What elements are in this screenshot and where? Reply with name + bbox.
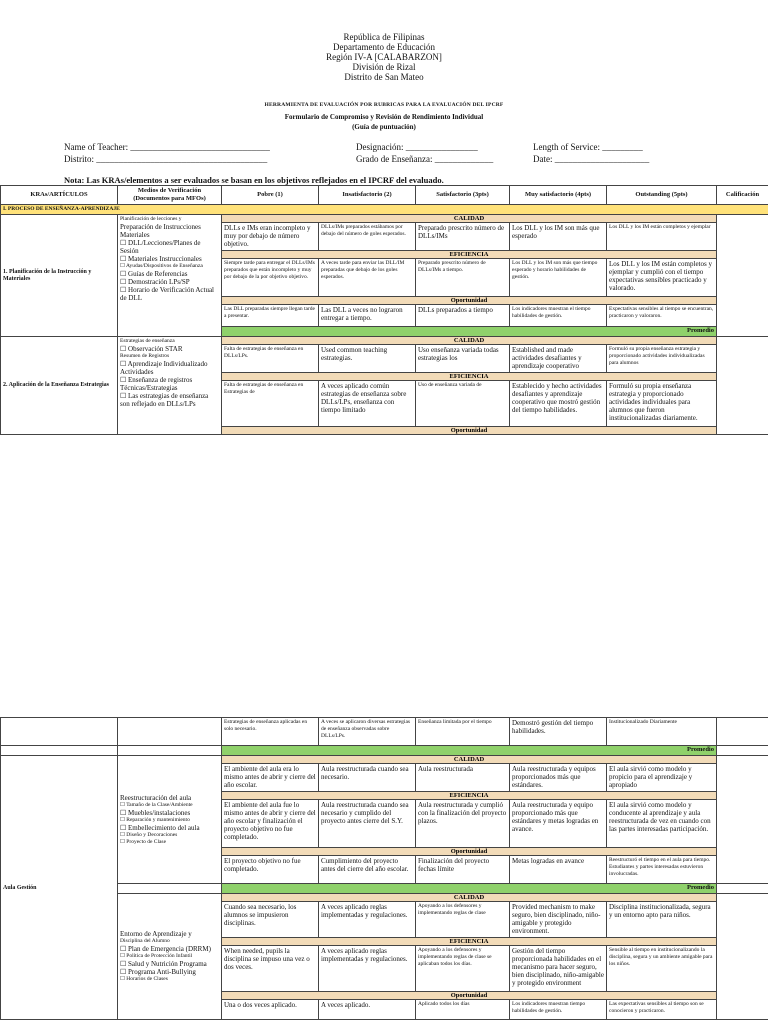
- rubric-cell: Aula reestructurada y equipos proporcionados más que estándares.: [510, 764, 607, 792]
- rubric-cell: Reestructuró el tiempo en el aula para tiempo. Estudiantes y partes interesadas estuvieron involucradas.: [607, 856, 717, 884]
- rubric-cell: Metas logradas en avance: [510, 856, 607, 884]
- rubric-cell: El ambiente del aula fue lo mismo antes de abrir y cierre del año escolar y finalización el proyecto objetivo no fue completado.: [222, 800, 319, 848]
- list-item: Entorno de Aprendizaje y: [120, 930, 192, 938]
- category-oportunidad: Oportunidad: [222, 427, 717, 435]
- rubric-cell: Los DLL y los IM son más que esperado: [510, 223, 607, 251]
- list-item: ☐ Embellecimiento del aula: [120, 823, 200, 832]
- kra-label: 2. Aplicación de la Enseñanza Estrategias: [1, 337, 118, 435]
- rubric-cell: Apoyando a los defensores y implementando reglas de clase se aplicaban todos los días.: [416, 946, 510, 992]
- rating-cell: [717, 718, 768, 746]
- rubric-cell: A veces aplicado reglas implementadas y regulaciones.: [319, 946, 416, 992]
- rubric-cell: Falta de estrategias de enseñanza en DLLs/LPs.: [222, 345, 319, 373]
- list-item: ☐ Proyecto de Clase: [120, 838, 167, 845]
- rubric-cell: Provided mechanism to make seguro, bien disciplinado, niño-amigable y protegido environment.: [510, 902, 607, 938]
- col-header: Medios de Verificación (Documentos para MFOs): [118, 186, 222, 205]
- rubric-cell: Aula reestructurada y equipo proporcionado más que estándares y metas logradas en avance.: [510, 800, 607, 848]
- rubric-cell: El aula sirvió como modelo y propicio para el aprendizaje y apropiado: [607, 764, 717, 792]
- rubric-cell: Los DLL y los IM son más que tiempo esperado y horario habilidades de gestión.: [510, 259, 607, 297]
- rubric-cell: Sensible al tiempo en institucionalizando la disciplina, segura y un ambiente amigable para los niños.: [607, 946, 717, 992]
- promedio-row: Promedio: [222, 746, 717, 756]
- list-item: ☐ Plan de Emergencia (DRRM): [120, 945, 211, 953]
- rubric-cell: Los indicadores muestran el tiempo habilidades de gestión.: [510, 305, 607, 327]
- empty-cell: [118, 746, 222, 756]
- category-oportunidad: Oportunidad: [222, 848, 717, 856]
- rubric-cell: Demostró gestión del tiempo habilidades.: [510, 718, 607, 746]
- empty-cell: [1, 746, 118, 756]
- rubric-cell: Los indicadores muestran tiempo habilidades de gestión.: [510, 1000, 607, 1020]
- list-item: ☐ Ayudas/Dispositivos de Enseñanza: [120, 263, 203, 269]
- rating-cell: [717, 746, 768, 756]
- category-eficiencia: EFICIENCIA: [222, 938, 717, 946]
- category-oportunidad: Oportunidad: [222, 297, 717, 305]
- district-field: Distrito: ______________________________________: [64, 154, 268, 164]
- rubric-cell: A veces tarde para enviar las DLL/IM preparadas que debajo de los goles esperados.: [319, 259, 416, 297]
- header-block: [0, 32, 768, 82]
- list-item: ☐ Salud y Nutrición Programa: [120, 960, 207, 968]
- verification-list: [118, 337, 222, 435]
- col-header: Insatisfactorio (2): [319, 186, 416, 205]
- empty-cell: [1, 718, 118, 746]
- rubric-cell: Gestión del tiempo proporcionada habilidades en el mecanismo para hacer seguro, bien disciplinado, niño-amigable y protegido environment: [510, 946, 607, 992]
- category-calidad: CALIDAD: [222, 894, 717, 902]
- category-oportunidad: Oportunidad: [222, 992, 717, 1000]
- verification-list: [118, 894, 222, 1020]
- rubric-cell: Cuando sea necesario, los alumnos se impusieron disciplinas.: [222, 902, 319, 938]
- list-item: Estrategias de enseñanza: [120, 338, 175, 344]
- rubric-cell: Used common teaching estrategias.: [319, 345, 416, 373]
- list-item: ☐ Guías de Referencias: [120, 270, 188, 278]
- document-subtitle: Formulario de Compromiso y Revisión de Rendimiento Individual: [284, 113, 484, 121]
- list-item: Reestructuración del aula: [120, 793, 192, 802]
- list-item: ☐ Programa Anti-Bullying: [120, 968, 196, 976]
- list-item: ☐ Demostración LPs/SP: [120, 278, 190, 286]
- rubric-cell: Preparado prescrito número de DLLs/IMs a tiempo.: [416, 259, 510, 297]
- rubric-cell: Established and made actividades desafiantes y aprendizaje cooperativo: [510, 345, 607, 373]
- rubric-cell: A veces aplicado reglas implementadas y regulaciones.: [319, 902, 416, 938]
- rubric-cell: A veces aplicado común estrategias de enseñanza sobre DLLs/LPs, enseñanza con tiempo limitado: [319, 381, 416, 427]
- col-header: Muy satisfactorio (4pts): [510, 186, 607, 205]
- list-item: ☐ Aprendizaje Individualizado Actividades: [120, 360, 208, 376]
- empty-cell: [118, 718, 222, 746]
- rubric-cell: Aula reestructurada: [416, 764, 510, 792]
- rubric-cell: Aplicado todos los días: [416, 1000, 510, 1020]
- col-header: Satisfactorio (3pts): [416, 186, 510, 205]
- list-item: ☐ Las estrategias de enseñanza son reflejado en DLLs/LPs: [120, 392, 209, 408]
- length-of-service-field: Length of Service: _________: [533, 142, 643, 152]
- document-subtitle-guide: (Guía de puntuación): [352, 123, 416, 131]
- col-header: Calificación: [717, 186, 768, 205]
- document-title: HERRAMIENTA DE EVALUACIÓN POR RUBRICAS PARA LA EVALUACIÓN DEL IPCRF: [264, 102, 504, 108]
- kra-label: Aula Gestión: [1, 756, 118, 1020]
- rating-cell: [717, 894, 768, 1020]
- col-header: Pobre (1): [222, 186, 319, 205]
- list-item: ☐ Observación STAR: [120, 345, 183, 353]
- list-item: ☐ DLL/Lecciones/Planes de Sesión: [120, 239, 201, 255]
- rubric-cell: Preparado prescrito número de DLLs/IMs: [416, 223, 510, 251]
- rubric-cell: Las expectativas sensibles al tiempo son se conocieron y practicaron.: [607, 1000, 717, 1020]
- date-field: Date: _____________________: [533, 154, 650, 164]
- note-text: Nota: Las KRAs/elementos a ser evaluados se basan en los objetivos reflejados en el IPCRF del evaluado.: [64, 175, 444, 185]
- list-item: Disciplina del Alumno: [120, 938, 170, 944]
- promedio-row: Promedio: [222, 884, 717, 894]
- rubric-cell: Enseñanza limitada por el tiempo: [416, 718, 510, 746]
- rubric-cell: A veces se aplicaron diversas estrategias de enseñanza observadas sobre DLLs/LPs.: [319, 718, 416, 746]
- grade-field: Grado de Enseñanza: _____________: [356, 154, 494, 164]
- rubric-cell: Cumplimiento del proyecto antes del cierre del año escolar.: [319, 856, 416, 884]
- rubric-cell: Institucionalizado Diariamente: [607, 718, 717, 746]
- designation-field: Designación: ________________: [356, 142, 478, 152]
- rubric-cell: Siempre tarde para entregar el DLLs/IMs preparados que están incompleto y muy por debajo de la por objetivo objetivo.: [222, 259, 319, 297]
- header-line: División de Rizal: [352, 62, 416, 72]
- rubric-cell: Expectativas sensibles al tiempo se encuentran, practicaron y valoraron.: [607, 305, 717, 327]
- teacher-name-field: Name of Teacher: _______________________________: [64, 142, 270, 152]
- list-item: ☐ Enseñanza de registros Técnicas/Estrategias: [120, 376, 193, 392]
- rating-cell: [717, 756, 768, 884]
- col-header: Outstanding (5pts): [607, 186, 717, 205]
- list-item: ☐ Reparación y mantenimiento: [120, 816, 190, 823]
- list-item: ☐ Diseño y Decoraciones: [120, 831, 178, 838]
- rating-cell: [717, 215, 768, 337]
- rating-cell: [717, 337, 768, 435]
- rubric-cell: Las DLL a veces no lograron entregar a tiempo.: [319, 305, 416, 327]
- rubric-cell: Los DLL y los IM están completos y ejemplar: [607, 223, 717, 251]
- list-item: ☐ Horario de Verificación Actual de DLL: [120, 286, 215, 302]
- rubric-cell: Aula reestructurada y cumplió con la finalización del proyecto plazos.: [416, 800, 510, 848]
- list-item: ☐ Muebles/instalaciones: [120, 808, 191, 817]
- list-item: Resumen de Registros: [120, 353, 170, 359]
- rubric-cell: DLLs preparados a tiempo: [416, 305, 510, 327]
- list-item: Planificación de lecciones y: [120, 216, 182, 222]
- rubric-cell: Formuló su propia enseñanza estrategia y proporcionado actividades individualizadas para alumnos: [607, 345, 717, 373]
- category-calidad: CALIDAD: [222, 337, 717, 345]
- rubric-cell: Aula reestructurada cuando sea necesario y cumplido del proyecto antes cierre del S.Y.: [319, 800, 416, 848]
- rubric-table-1: [0, 185, 768, 435]
- rubric-cell: Formuló su propia enseñanza estrategia y proporcionado actividades individuales para alumnos que fueron institucionalizadas diariamente.: [607, 381, 717, 427]
- header-line: Distrito de San Mateo: [344, 72, 424, 82]
- rubric-cell: Uso de enseñanza variada de: [416, 381, 510, 427]
- list-item: ☐ Política de Protección Infantil: [120, 953, 193, 959]
- kra-label: 1. Planificación de la Instrucción y Materiales: [1, 215, 118, 337]
- rubric-cell: Uso enseñanza variada todas estrategias los: [416, 345, 510, 373]
- rubric-cell: DLLs e IMs eran incompleto y muy por debajo de número objetivo.: [222, 223, 319, 251]
- category-eficiencia: EFICIENCIA: [222, 373, 717, 381]
- header-line: Región IV-A [CALABARZON]: [326, 52, 442, 62]
- rubric-cell: DLLs/IMs preparados estábamos por debajo del número de goles esperados.: [319, 223, 416, 251]
- rubric-cell: Falta de estrategias de enseñanza en Estrategias de: [222, 381, 319, 427]
- rubric-cell: El proyecto objetivo no fue completado.: [222, 856, 319, 884]
- category-calidad: CALIDAD: [222, 756, 717, 764]
- rating-cell: [717, 884, 768, 894]
- rubric-cell: Aula reestructurada cuando sea necesario.: [319, 764, 416, 792]
- list-item: ☐ Horarios de Clases: [120, 976, 168, 982]
- rubric-cell: A veces aplicado.: [319, 1000, 416, 1020]
- verification-list: [118, 756, 222, 884]
- header-line: República de Filipinas: [343, 32, 425, 42]
- rubric-cell: Disciplina institucionalizada, segura y un entorno apto para niños.: [607, 902, 717, 938]
- list-item: Preparación de Instrucciones Materiales: [120, 223, 201, 239]
- rubric-cell: Establecido y hecho actividades desafiantes y aprendizaje cooperativo que mostró gestión del tiempo habilidades.: [510, 381, 607, 427]
- rubric-cell: Finalización del proyecto fechas límite: [416, 856, 510, 884]
- rubric-cell: Estrategias de enseñanza aplicadas en solo necesario.: [222, 718, 319, 746]
- promedio-row: Promedio: [222, 327, 717, 337]
- header-line: Departamento de Educación: [333, 42, 435, 52]
- rubric-cell: Apoyando a los defensores y implementando reglas de clase: [416, 902, 510, 938]
- category-eficiencia: EFICIENCIA: [222, 792, 717, 800]
- rubric-cell: El aula sirvió como modelo y conducente al aprendizaje y aula reestructurada de vez en cuando con las partes interesadas participación.: [607, 800, 717, 848]
- col-header: KRAs/ARTÍCULOS: [1, 186, 118, 205]
- section-title: I. PROCESO DE ENSEÑANZA-APRENDIZAJE: [1, 205, 768, 215]
- list-item: ☐ Tamaño de la Clase/Ambiente: [120, 801, 193, 808]
- table-header-row: [1, 186, 768, 205]
- category-eficiencia: EFICIENCIA: [222, 251, 717, 259]
- category-calidad: CALIDAD: [222, 215, 717, 223]
- rubric-cell: Una o dos veces aplicado.: [222, 1000, 319, 1020]
- rubric-table-2: [0, 717, 768, 1020]
- rubric-cell: When needed, pupils la disciplina se impuso una vez o dos veces.: [222, 946, 319, 992]
- empty-cell: [118, 884, 222, 894]
- verification-list: [118, 215, 222, 337]
- list-item: ☐ Materiales Instruccionales: [120, 255, 202, 263]
- rubric-cell: Las DLL preparadas siempre llegan tarde a presentar.: [222, 305, 319, 327]
- rubric-cell: El ambiente del aula era lo mismo antes de abrir y cierre del año escolar.: [222, 764, 319, 792]
- rubric-cell: Los DLL y los IM están completos y ejemplar y cumplió con el tiempo expectativas sensibles practicado y valorado.: [607, 259, 717, 297]
